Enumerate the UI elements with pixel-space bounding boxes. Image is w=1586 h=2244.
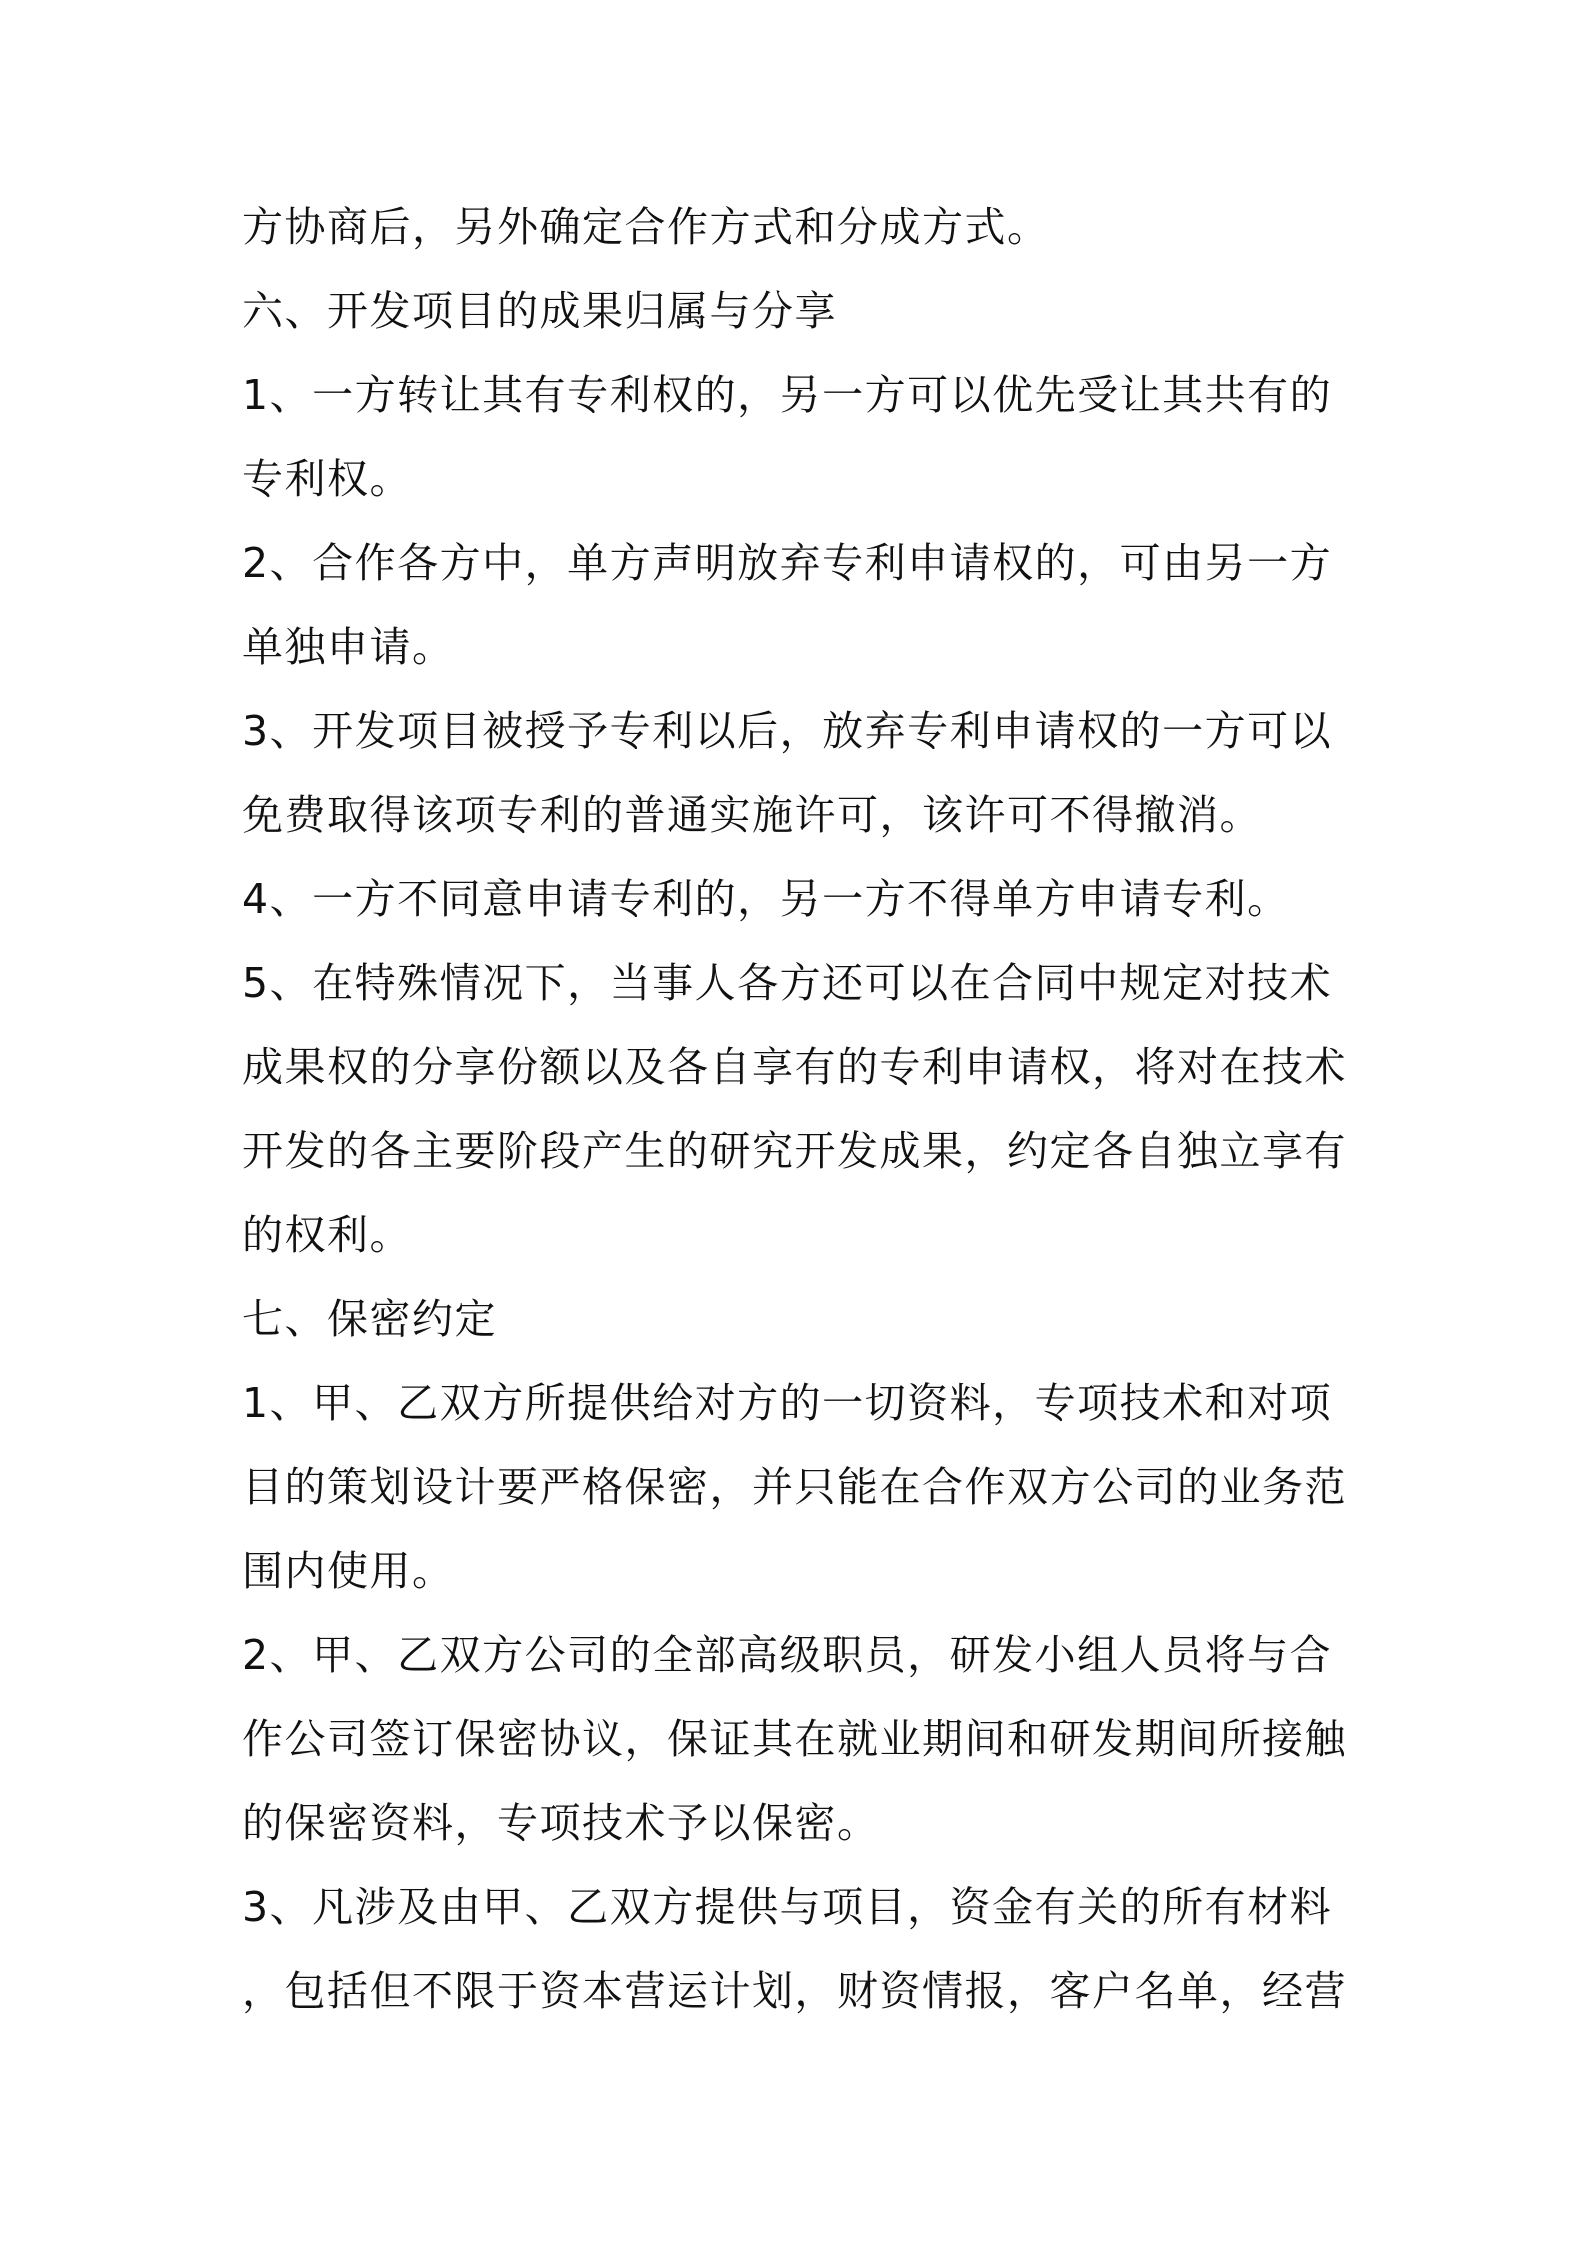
- text-line-15: 1、甲、乙双方所提供给对方的一切资料，专项技术和对项: [242, 1379, 1333, 1427]
- text-line-05: 2、合作各方中，单方声明放弃专利申请权的，可由另一方: [242, 539, 1333, 587]
- text-line-17: 围内使用。: [242, 1547, 455, 1595]
- text-line-03: 1、一方转让其有专利权的，另一方可以优先受让其共有的: [242, 371, 1333, 419]
- text-line-12: 开发的各主要阶段产生的研究开发成果，约定各自独立享有: [242, 1127, 1347, 1175]
- text-line-18: 2、甲、乙双方公司的全部高级职员，研发小组人员将与合: [242, 1631, 1333, 1679]
- text-line-11: 成果权的分享份额以及各自享有的专利申请权，将对在技术: [242, 1043, 1347, 1091]
- section-heading-6: 六、开发项目的成果归属与分享: [242, 287, 837, 335]
- text-line-01: 方协商后，另外确定合作方式和分成方式。: [242, 203, 1050, 251]
- text-line-21: 3、凡涉及由甲、乙双方提供与项目，资金有关的所有材料: [242, 1883, 1333, 1931]
- text-line-04: 专利权。: [242, 455, 412, 503]
- text-line-16: 目的策划设计要严格保密，并只能在合作双方公司的业务范: [242, 1463, 1347, 1511]
- section-heading-7: 七、保密约定: [242, 1295, 497, 1343]
- text-line-07: 3、开发项目被授予专利以后，放弃专利申请权的一方可以: [242, 707, 1333, 755]
- text-line-06: 单独申请。: [242, 623, 455, 671]
- text-line-22: ，包括但不限于资本营运计划，财资情报，客户名单，经营: [242, 1967, 1347, 2015]
- text-line-20: 的保密资料，专项技术予以保密。: [242, 1799, 880, 1847]
- document-body: [242, 185, 1357, 2033]
- text-line-10: 5、在特殊情况下，当事人各方还可以在合同中规定对技术: [242, 959, 1333, 1007]
- text-line-09: 4、一方不同意申请专利的，另一方不得单方申请专利。: [242, 875, 1290, 923]
- text-line-08: 免费取得该项专利的普通实施许可，该许可不得撤消。: [242, 791, 1262, 839]
- text-line-19: 作公司签订保密协议，保证其在就业期间和研发期间所接触: [242, 1715, 1347, 1763]
- text-line-13: 的权利。: [242, 1211, 412, 1259]
